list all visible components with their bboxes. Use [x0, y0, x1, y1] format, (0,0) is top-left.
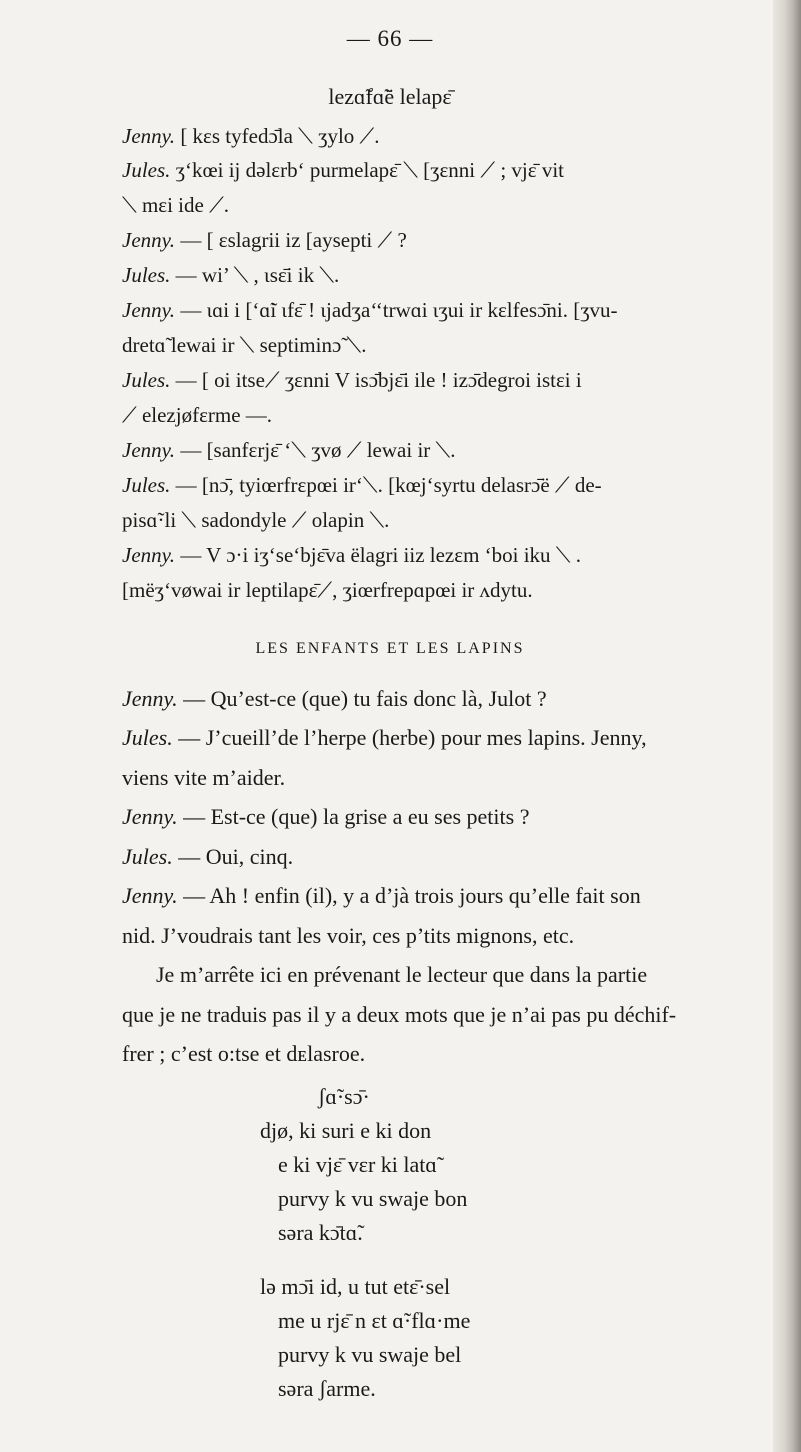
line-text: — Qu’est-ce (que) tu fais donc là, Julot ?: [183, 686, 547, 711]
line-text: — wi’ ⟍ , ɩsɛ̄i ik ⟍.: [175, 263, 340, 287]
speaker: Jenny.: [122, 438, 176, 462]
speaker: Jules.: [122, 473, 171, 497]
phonetic-line: [122, 541, 758, 570]
verse-line: me u rjɛ̄ n ɛt ɑ̃·flɑ·me: [278, 1308, 471, 1333]
line-text: — V ɔ·i iʒ‘se‘bjɛ̄va ëlagri iiz lezɛm ‘boi iku ⟍ .: [180, 543, 582, 567]
french-line: [122, 723, 758, 752]
phonetic-line: [122, 261, 758, 290]
line-text: — [ oi itse⟋ ʒɛnni V isɔ̄bjɛ̄i ile ! izɔ̄degroi istɛi i: [175, 368, 582, 392]
speaker: Jenny.: [122, 124, 176, 148]
speaker: Jenny.: [122, 804, 178, 829]
line-text: — [nɔ̄, tyiœrfrɛpœi ir‘⟍. [kœj‘syrtu delasrɔ̄ë ⟋ de-: [175, 473, 602, 497]
phonetic-line: [122, 471, 758, 500]
phonetic-title: lezɑ̃fɑ̃ë lelapɛ̄: [328, 84, 452, 109]
french-line: [122, 684, 758, 713]
french-heading: LES ENFANTS ET LES LAPINS: [255, 640, 525, 657]
speaker: Jenny.: [122, 883, 178, 908]
phonetic-line: [122, 226, 758, 255]
verse-line: djø, ki suri e ki don: [260, 1118, 432, 1143]
french-line: [122, 763, 758, 792]
line-text: — Oui, cinq.: [178, 844, 294, 869]
line-text: ⟍ mɛi ide ⟋.: [122, 193, 230, 217]
phonetic-line: [122, 122, 758, 151]
line-text: frer ; c’est o:tse et dᴇlasroe.: [122, 1041, 366, 1066]
line-text: — Est-ce (que) la grise a eu ses petits ?: [183, 804, 530, 829]
phonetic-line: [122, 401, 758, 430]
verse-title: ʃɑ̃·sɔ̄·: [318, 1084, 370, 1109]
phonetic-line: [122, 436, 758, 465]
speaker: Jules.: [122, 844, 173, 869]
speaker: Jenny.: [122, 543, 176, 567]
line-text: que je ne traduis pas il y a deux mots que je n’ai pas pu déchif-: [122, 1002, 677, 1027]
speaker: Jules.: [122, 368, 171, 392]
page-number: — 66 —: [346, 26, 434, 51]
line-text: — ɩɑi i [‘ɑ̃i ɩfɛ̄ ! ɩjadʒa‘‘trwɑi ɩʒui ir kɛlfesɔ̄ni. [ʒvu-: [180, 298, 618, 322]
speaker: Jules.: [122, 725, 173, 750]
verse-line: səra ʃarme.: [278, 1376, 376, 1401]
phonetic-line: [122, 506, 758, 535]
french-line: [122, 802, 758, 831]
french-line: [122, 1039, 758, 1068]
line-text: viens vite m’aider.: [122, 765, 286, 790]
line-text: [ kɛs tyfedɔ̄la ⟍ ʒylo ⟋.: [180, 124, 380, 148]
verse-line: e ki vjɛ̄ vɛr ki latɑ̃: [278, 1152, 437, 1177]
speaker: Jules.: [122, 158, 171, 182]
verse-line: purvy k vu swaje bon: [278, 1186, 468, 1211]
phonetic-line: [122, 296, 758, 325]
verse-line: lə mɔ̄i id, u tut etɛ̄·sel: [260, 1274, 451, 1299]
line-text: nid. J’voudrais tant les voir, ces p’tits mignons, etc.: [122, 923, 575, 948]
verse-line: səra kɔ̄tɑ̃.: [278, 1220, 363, 1245]
speaker: Jules.: [122, 263, 171, 287]
phonetic-line: [122, 331, 758, 360]
phonetic-line: [122, 191, 758, 220]
line-text: — [ ɛslagrii iz [aysepti ⟋ ?: [180, 228, 407, 252]
french-line: [122, 921, 758, 950]
speaker: Jenny.: [122, 228, 176, 252]
line-text: — [sanfɛrjɛ̄ ‘⟍ ʒvø ⟋ lewai ir ⟍.: [180, 438, 456, 462]
line-text: pisɑ̃·li ⟍ sadondyle ⟋ olapin ⟍.: [122, 508, 390, 532]
verse-line: purvy k vu swaje bel: [278, 1342, 462, 1367]
line-text: — J’cueill’de l’herpe (herbe) pour mes lapins. Jenny,: [178, 725, 647, 750]
speaker: Jenny.: [122, 686, 178, 711]
line-text: dretɑ̃ lewai ir ⟍ septiminɔ̃ ⟍.: [122, 333, 367, 357]
french-line: [122, 881, 758, 910]
phonetic-line: [122, 156, 758, 185]
speaker: Jenny.: [122, 298, 176, 322]
phonetic-line: [122, 576, 758, 605]
line-text: ⟋ elezjøfɛrme —.: [122, 403, 273, 427]
french-line: [156, 960, 792, 989]
line-text: — Ah ! enfin (il), y a d’jà trois jours qu’elle fait son: [183, 883, 641, 908]
line-text: Je m’arrête ici en prévenant le lecteur que dans la partie: [156, 962, 648, 987]
page-edge-shadow: [773, 0, 801, 1452]
phonetic-line: [122, 366, 758, 395]
french-line: [122, 842, 758, 871]
french-line: [122, 1000, 758, 1029]
line-text: ʒ‘kœi ij dəlɛrb‘ purmelapɛ̄ ⟍ [ʒɛnni ⟋ ; vjɛ̄ vit: [175, 158, 564, 182]
line-text: [mëʒ‘vøwai ir leptilapɛ̄⟋, ʒiœrfrepɑpœi ir ʌdytu.: [122, 578, 533, 602]
